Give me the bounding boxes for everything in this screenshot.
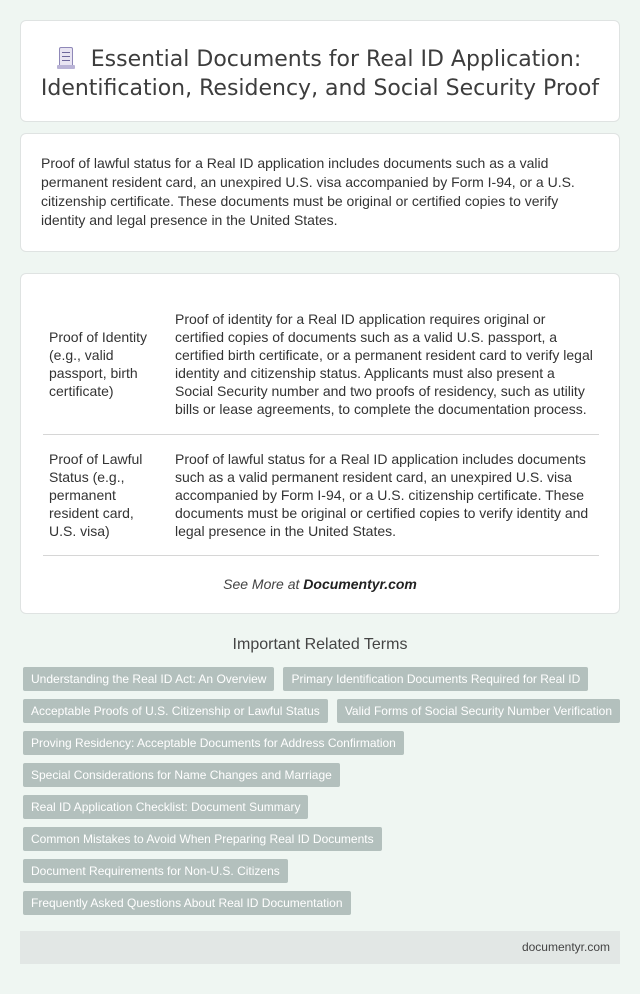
related-term-tag[interactable]: Special Considerations for Name Changes and Marriage	[23, 763, 340, 787]
see-more-prefix: See More at	[223, 576, 304, 592]
table-row	[43, 434, 599, 555]
table-row	[43, 294, 599, 434]
summary-text: Proof of lawful status for a Real ID application includes documents such as a valid permanent resident card, an unexpired U.S. visa accompanied by Form I-94, or a U.S. citizenship certificate. These documents must be original or certified copies to verify identity and legal presence in the United States.	[41, 155, 575, 228]
see-more	[21, 576, 619, 592]
related-terms-list	[23, 667, 623, 915]
row-label: Proof of Lawful Status (e.g., permanent resident card, U.S. visa)	[49, 450, 143, 539]
see-more-link[interactable]: Documentyr.com	[303, 576, 417, 592]
footer-site-link[interactable]: documentyr.com	[521, 940, 610, 954]
related-term-tag[interactable]: Proving Residency: Acceptable Documents for Address Confirmation	[23, 731, 404, 755]
related-term-tag[interactable]: Acceptable Proofs of U.S. Citizenship or Lawful Status	[23, 699, 328, 723]
summary-card	[20, 133, 620, 252]
related-term-tag[interactable]: Valid Forms of Social Security Number Verification	[337, 699, 620, 723]
title-line-1: Essential Documents for Real ID Application:	[90, 47, 582, 72]
row-label: Proof of Identity (e.g., valid passport, birth certificate)	[49, 328, 148, 399]
document-icon	[59, 47, 73, 69]
footer-bar	[20, 931, 620, 964]
row-description: Proof of identity for a Real ID application requires original or certified copies of documents such as a valid U.S. passport, a certified birth certificate, or a permanent resident card to verify legal identity and citizenship status. Applicants must also present a Social Security number and two proofs of residency, such as utility bills or lease agreements, to complete the documentation process.	[175, 310, 593, 417]
related-term-tag[interactable]: Document Requirements for Non-U.S. Citizens	[23, 859, 288, 883]
title-line-2: Identification, Residency, and Social Security Proof	[40, 76, 600, 101]
related-term-tag[interactable]: Primary Identification Documents Required for Real ID	[283, 667, 588, 691]
row-description: Proof of lawful status for a Real ID application includes documents such as a valid permanent resident card, an unexpired U.S. visa accompanied by Form I-94, or a U.S. citizenship certificate. These documents must be original or certified copies to verify identity and legal presence in the United States.	[175, 450, 589, 539]
related-term-tag[interactable]: Understanding the Real ID Act: An Overview	[23, 667, 274, 691]
document-table	[43, 294, 599, 556]
document-table-card	[20, 273, 620, 614]
header-card	[20, 20, 620, 122]
related-terms-heading: Important Related Terms	[232, 636, 408, 653]
page-title	[21, 45, 619, 103]
related-term-tag[interactable]: Common Mistakes to Avoid When Preparing Real ID Documents	[23, 827, 382, 851]
related-term-tag[interactable]: Frequently Asked Questions About Real ID Documentation	[23, 891, 351, 915]
related-term-tag[interactable]: Real ID Application Checklist: Document Summary	[23, 795, 308, 819]
